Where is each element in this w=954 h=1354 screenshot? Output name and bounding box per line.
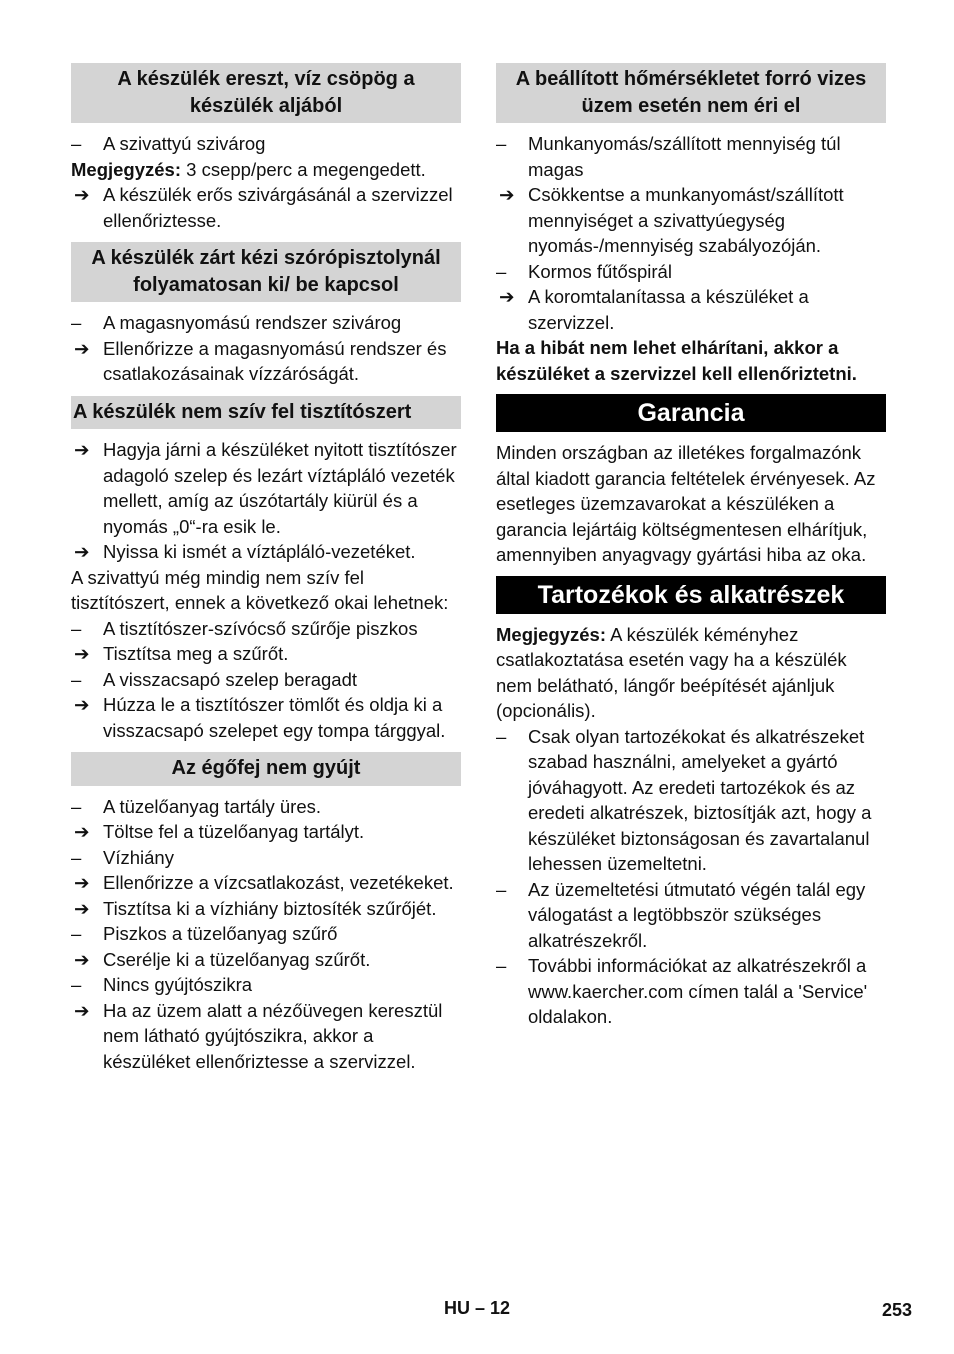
arrow-icon: ➔: [74, 694, 90, 715]
paragraph: A szivattyú még mindig nem szív fel tisztítószert, ennek a következő okai lehetnek:: [71, 566, 449, 613]
note: Megjegyzés: A készülék kéményhez csatlakoztatása esetén vagy ha a készülék nem belátható, lángőr beépítését ajánljuk (opcionális).: [496, 623, 847, 721]
dash-marker: –: [71, 617, 82, 639]
list-item: ➔ Ellenőrizze a vízcsatlakozást, vezetékeket.: [71, 870, 461, 896]
section-heading-burner: Az égőfej nem gyújt: [71, 752, 461, 786]
list-item: ➔ Töltse fel a tüzelőanyag tartályt.: [71, 819, 461, 845]
list-item: – Munkanyomás/szállított mennyiség túl magas: [496, 133, 841, 180]
arrow-icon: ➔: [74, 999, 90, 1021]
section-heading-leak: A készülék ereszt, víz csöpög a készülék aljából: [71, 63, 461, 123]
list-item: ➔ Tisztítsa ki a vízhiány biztosíték szűrőjét.: [71, 896, 461, 922]
list-item: ➔ Ha az üzem alatt a nézőüvegen keresztül nem látható gyújtószikra, akkor a készüléket ellenőriztesse a szervizzel.: [74, 999, 443, 1072]
dash-marker: –: [496, 133, 507, 154]
arrow-icon: ➔: [74, 439, 90, 460]
list-item: – A szivattyú szivárog: [71, 131, 461, 157]
list-item: – A tüzelőanyag tartály üres.: [71, 794, 461, 820]
dash-marker: –: [496, 878, 507, 900]
list-item: – Nincs gyújtószikra: [71, 972, 461, 998]
arrow-icon: ➔: [74, 337, 90, 359]
list-item: ➔ Cserélje ki a tüzelőanyag szűrőt.: [71, 947, 461, 973]
section-heading-temperature: A beállított hőmérsékletet forró vizes üzem esetén nem éri el: [496, 63, 886, 123]
bold-note: Ha a hibát nem lehet elhárítani, akkor a készüléket a szervizzel kell ellenőriztetni.: [496, 337, 857, 384]
list-item: – A tisztítószer-szívócső szűrője piszkos: [71, 616, 461, 642]
list-item: – Csak olyan tartozékokat és alkatrészeket szabad használni, amelyeket a gyártó jóváhagyott. Az eredeti tartozékok és az eredeti alkatrészek, biztosítják azt, hogy a készüléket biztonságosan és zavartalanul lehessen üzemeltetni.: [496, 725, 872, 874]
list-item: – Kormos fűtőspirál: [496, 259, 886, 285]
dash-marker: –: [496, 955, 507, 976]
arrow-icon: ➔: [74, 897, 90, 919]
paragraph: Minden országban az illetékes forgalmazónk által kiadott garancia feltételek érvényesek. Az esetleges üzemzavarokat a készüléken a garancia lejártáig költségmentesen elhárítjuk, amennyiben anyagvagy gyártási hiba az oka.: [496, 442, 876, 565]
list-item: – A visszacsapó szelep beragadt: [71, 667, 461, 693]
arrow-icon: ➔: [74, 541, 90, 562]
arrow-icon: ➔: [74, 948, 90, 970]
dash-marker: –: [71, 923, 82, 944]
arrow-icon: ➔: [499, 184, 515, 205]
arrow-icon: ➔: [74, 872, 90, 893]
note: Megjegyzés: 3 csepp/perc a megengedett.: [71, 158, 426, 180]
list-item: – Vízhiány: [71, 845, 461, 871]
list-item: – Piszkos a tüzelőanyag szűrő: [71, 921, 461, 947]
dash-marker: –: [71, 974, 82, 995]
chapter-heading-garancia: Garancia: [496, 394, 886, 432]
dash-marker: –: [496, 260, 507, 282]
list-item: ➔ Hagyja járni a készüléket nyitott tisztítószer adagoló szelep és lezárt víztápláló vezeték mellett, amíg az úszótartály kiürül és a nyomás „0“-ra esik le.: [74, 439, 457, 537]
arrow-icon: ➔: [499, 286, 515, 307]
list-item: ➔ Csökkentse a munkanyomást/szállított mennyiséget a szivattyúegység nyomás-/mennyiség szabályozóján.: [499, 184, 844, 256]
page-number: 253: [881, 1300, 912, 1320]
list-item: – Az üzemeltetési útmutató végén talál egy válogatást a legtöbbször szükséges alkatrészekről.: [496, 878, 866, 951]
section-heading-switching: A készülék zárt kézi szórópisztolynál folyamatosan ki/ be kapcsol: [71, 242, 461, 302]
list-item: – További információkat az alkatrészekről a www.kaercher.com címen talál a 'Service' oldalakon.: [496, 955, 868, 1027]
list-item: ➔ A készülék erős szivárgásánál a szervizzel ellenőriztesse.: [74, 184, 453, 231]
dash-marker: –: [71, 846, 82, 868]
left-column: [71, 63, 461, 1074]
list-item: ➔ Tisztítsa meg a szűrőt.: [71, 641, 461, 667]
list-item: ➔ A koromtalanítassa a készüléket a szervizzel.: [499, 286, 809, 333]
list-item: ➔ Nyissa ki ismét a víztápláló-vezetéket.: [71, 539, 461, 565]
arrow-icon: ➔: [74, 184, 90, 205]
list-item: ➔ Húzza le a tisztítószer tömlőt és oldja ki a visszacsapó szelepet egy tompa tárggyal.: [74, 694, 446, 741]
dash-marker: –: [496, 725, 507, 747]
list-item: – A magasnyomású rendszer szivárog: [71, 310, 461, 336]
dash-marker: –: [71, 795, 82, 817]
section-heading-detergent: A készülék nem szív fel tisztítószert: [71, 396, 461, 430]
arrow-icon: ➔: [74, 643, 90, 664]
dash-marker: –: [71, 133, 82, 154]
arrow-icon: ➔: [74, 821, 90, 842]
dash-marker: –: [71, 668, 82, 690]
chapter-heading-tartozekok: Tartozékok és alkatrészek: [496, 576, 886, 614]
dash-marker: –: [71, 312, 82, 333]
right-column: [496, 63, 886, 1030]
list-item: ➔ Ellenőrizze a magasnyomású rendszer és csatlakozásainak vízzáróságát.: [74, 337, 447, 384]
footer-section-label: HU – 12: [443, 1298, 511, 1318]
